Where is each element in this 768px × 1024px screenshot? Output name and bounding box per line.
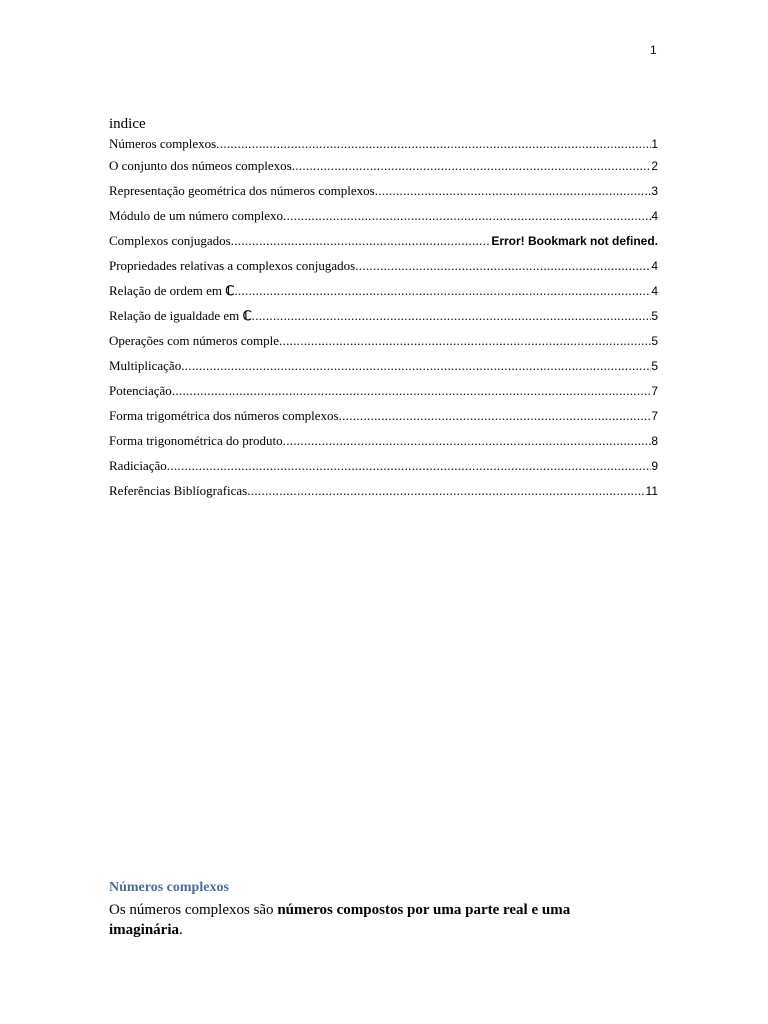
toc-entry-page: 2: [651, 159, 658, 173]
toc-entry-label: Multiplicação: [109, 358, 182, 373]
toc-entry[interactable]: [109, 208, 658, 233]
toc-entry-page: 9: [651, 459, 658, 473]
toc-entry[interactable]: [109, 458, 658, 483]
toc-entry-label: Potenciação: [109, 383, 172, 398]
toc-entry-page: 3: [651, 184, 658, 198]
table-of-contents: [109, 136, 658, 508]
toc-entry-page: 4: [651, 284, 658, 298]
toc-entry[interactable]: [109, 158, 658, 183]
section-heading: Números complexos: [109, 880, 229, 895]
toc-entry-page-error: Error! Bookmark not defined.: [491, 234, 658, 248]
toc-entry-label: Operações com números comple: [109, 333, 280, 348]
toc-entry-label: Radiciação: [109, 458, 167, 473]
toc-entry[interactable]: [109, 433, 658, 458]
toc-entry-label: O conjunto dos númeos complexos: [109, 158, 292, 173]
toc-entry-label: Módulo de um número complexo: [109, 208, 284, 223]
toc-entry-page: 11: [645, 484, 658, 498]
complex-set-symbol: ℂ: [242, 308, 252, 323]
toc-entry-label: Números complexos: [109, 136, 217, 151]
intro-paragraph: Os números complexos são números compostos por uma parte real e uma imaginária.: [109, 902, 571, 938]
toc-entry-label: Representação geométrica dos números complexos: [109, 183, 375, 198]
complex-set-symbol: ℂ: [225, 283, 235, 298]
toc-entry-label: Relação de igualdade em ℂ: [109, 308, 252, 323]
toc-entry[interactable]: [109, 383, 658, 408]
toc-entry-page: 5: [651, 359, 658, 373]
intro-bold-text: números compostos por uma parte real e uma imaginária: [109, 902, 571, 938]
toc-entry[interactable]: [109, 333, 658, 358]
toc-entry-page: 1: [651, 137, 658, 151]
page-number: 1: [650, 43, 657, 57]
toc-entry[interactable]: [109, 308, 658, 333]
toc-entry-page: 5: [651, 309, 658, 323]
toc-entry-page: 8: [651, 434, 658, 448]
toc-entry[interactable]: [109, 136, 658, 154]
toc-entry[interactable]: [109, 358, 658, 383]
toc-entry-label: Complexos conjugados: [109, 233, 231, 248]
toc-entry-page: 4: [651, 259, 658, 273]
toc-entry-label: Relação de ordem em ℂ: [109, 283, 235, 298]
toc-entry-page: 5: [651, 334, 658, 348]
toc-entry[interactable]: [109, 258, 658, 283]
toc-entry-page: 7: [651, 409, 658, 423]
toc-entry[interactable]: [109, 483, 658, 508]
toc-entry[interactable]: [109, 283, 658, 308]
toc-entry-page: 7: [651, 384, 658, 398]
toc-entry[interactable]: [109, 233, 658, 258]
toc-entry[interactable]: [109, 183, 658, 208]
toc-entry-label: Propriedades relativas a complexos conjugados: [109, 258, 356, 273]
toc-entry[interactable]: [109, 408, 658, 433]
toc-entry-label: Referências Biblíograficas: [109, 483, 248, 498]
toc-title: indice: [109, 116, 146, 132]
toc-entry-label: Forma trigonométrica do produto: [109, 433, 283, 448]
toc-entry-page: 4: [651, 209, 658, 223]
toc-entry-label: Forma trigométrica dos números complexos: [109, 408, 339, 423]
